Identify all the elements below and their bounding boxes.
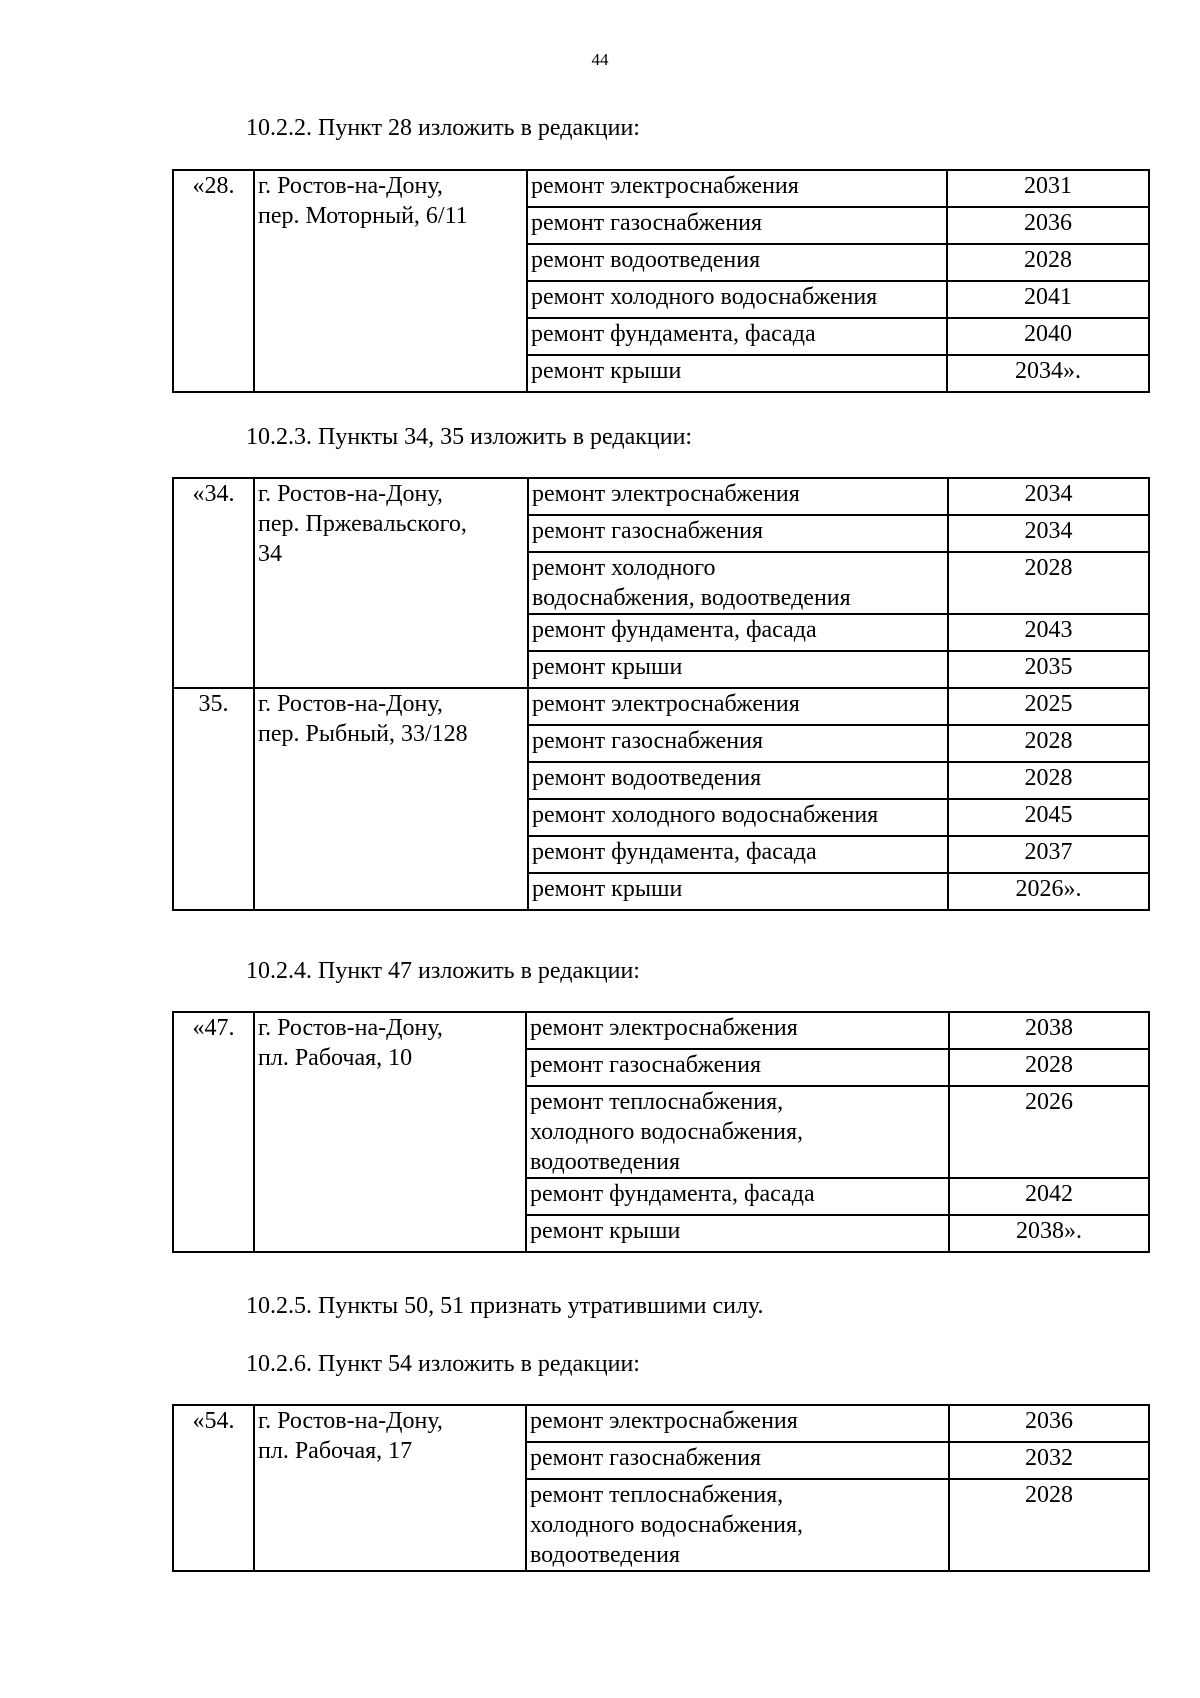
work-type-line: холодного водоснабжения,	[530, 1119, 804, 1145]
item-address-line: г. Ростов-на-Дону,	[258, 1408, 443, 1434]
work-type	[527, 170, 947, 207]
work-type-line: ремонт газоснабжения	[531, 210, 763, 236]
work-type	[528, 515, 948, 552]
section-text-10-2-5: 10.2.5. Пункты 50, 51 признать утратившими силу.	[246, 1293, 764, 1319]
section-heading-10-2-3: 10.2.3. Пункты 34, 35 изложить в редакции:	[246, 424, 693, 450]
work-type-line: ремонт крыши	[530, 1218, 681, 1244]
work-type-line: ремонт фундамента, фасада	[532, 617, 817, 643]
table-row	[173, 1012, 1149, 1049]
work-year: 2032	[949, 1442, 1149, 1479]
item-address	[254, 1012, 526, 1252]
work-type-line: ремонт водоотведения	[531, 247, 761, 273]
item-address-line: пер. Моторный, 6/11	[258, 203, 468, 229]
work-type	[527, 318, 947, 355]
table-row	[173, 1405, 1149, 1442]
item-address-line: пер. Пржевальского,	[258, 511, 467, 537]
work-year: 2040	[947, 318, 1149, 355]
work-type-line: ремонт фундамента, фасада	[532, 839, 817, 865]
work-year: 2026».	[948, 873, 1149, 910]
work-year: 2036	[947, 207, 1149, 244]
table-row	[173, 170, 1149, 207]
work-type-line: ремонт холодного	[532, 555, 716, 581]
work-year: 2043	[948, 614, 1149, 651]
work-year: 2034».	[947, 355, 1149, 392]
item-address-line: 34	[258, 541, 282, 567]
work-year: 2037	[948, 836, 1149, 873]
work-year: 2026	[949, 1086, 1149, 1178]
work-year: 2034	[948, 515, 1149, 552]
work-type	[528, 799, 948, 836]
item-address-line: пер. Рыбный, 33/128	[258, 721, 468, 747]
item-address	[254, 478, 528, 688]
work-year: 2041	[947, 281, 1149, 318]
section-heading-10-2-2: 10.2.2. Пункт 28 изложить в редакции:	[246, 115, 640, 141]
table-item-54	[172, 1404, 1150, 1572]
work-year: 2035	[948, 651, 1149, 688]
work-type	[526, 1405, 949, 1442]
item-address	[254, 1405, 526, 1571]
work-type-line: ремонт электроснабжения	[531, 173, 799, 199]
work-type	[528, 873, 948, 910]
work-type-line: ремонт холодного водоснабжения	[531, 284, 878, 310]
work-type-line: ремонт электроснабжения	[532, 691, 800, 717]
work-type-line: водоснабжения, водоотведения	[532, 585, 851, 611]
item-number: 35.	[173, 688, 254, 910]
work-year: 2028	[948, 725, 1149, 762]
work-type-line: ремонт электроснабжения	[530, 1408, 798, 1434]
work-type-line: ремонт крыши	[532, 876, 683, 902]
work-type	[527, 244, 947, 281]
work-type	[528, 725, 948, 762]
work-type	[526, 1049, 949, 1086]
work-type-line: ремонт газоснабжения	[530, 1052, 762, 1078]
work-type-line: ремонт крыши	[532, 654, 683, 680]
work-type-line: ремонт водоотведения	[532, 765, 762, 791]
work-year: 2038».	[949, 1215, 1149, 1252]
work-type-line: водоотведения	[530, 1149, 680, 1175]
item-address	[254, 170, 527, 392]
work-type	[526, 1215, 949, 1252]
work-type-line: ремонт газоснабжения	[530, 1445, 762, 1471]
work-type	[526, 1178, 949, 1215]
item-number: «34.	[173, 478, 254, 688]
work-type-line: ремонт крыши	[531, 358, 682, 384]
work-type	[526, 1479, 949, 1571]
item-address-line: г. Ростов-на-Дону,	[258, 1015, 443, 1041]
work-type-line: ремонт газоснабжения	[532, 728, 764, 754]
work-type	[527, 281, 947, 318]
work-type	[527, 355, 947, 392]
work-type	[528, 688, 948, 725]
work-type-line: ремонт теплоснабжения,	[530, 1482, 784, 1508]
work-year: 2031	[947, 170, 1149, 207]
work-type-line: холодного водоснабжения,	[530, 1512, 804, 1538]
work-type-line: ремонт холодного водоснабжения	[532, 802, 879, 828]
work-year: 2045	[948, 799, 1149, 836]
work-year: 2028	[949, 1049, 1149, 1086]
work-type	[526, 1442, 949, 1479]
work-type	[527, 207, 947, 244]
work-year: 2038	[949, 1012, 1149, 1049]
work-year: 2028	[948, 552, 1149, 614]
work-type-line: ремонт электроснабжения	[532, 481, 800, 507]
work-type-line: ремонт газоснабжения	[532, 518, 764, 544]
work-type	[528, 651, 948, 688]
work-type	[528, 614, 948, 651]
work-type-line: ремонт теплоснабжения,	[530, 1089, 784, 1115]
item-address-line: пл. Рабочая, 17	[258, 1438, 413, 1464]
work-type-line: ремонт электроснабжения	[530, 1015, 798, 1041]
item-address	[254, 688, 528, 910]
work-year: 2025	[948, 688, 1149, 725]
item-number: «47.	[173, 1012, 254, 1252]
work-year: 2042	[949, 1178, 1149, 1215]
work-type	[526, 1086, 949, 1178]
work-year: 2034	[948, 478, 1149, 515]
work-year: 2036	[949, 1405, 1149, 1442]
work-type	[528, 836, 948, 873]
work-year: 2028	[949, 1479, 1149, 1571]
table-item-47	[172, 1011, 1150, 1253]
work-type	[528, 762, 948, 799]
table-row	[173, 478, 1149, 515]
table-items-34-35	[172, 477, 1150, 911]
item-address-line: г. Ростов-на-Дону,	[258, 173, 443, 199]
item-number: «54.	[173, 1405, 254, 1571]
work-type	[528, 478, 948, 515]
item-address-line: г. Ростов-на-Дону,	[258, 691, 443, 717]
work-type-line: водоотведения	[530, 1542, 680, 1568]
section-heading-10-2-4: 10.2.4. Пункт 47 изложить в редакции:	[246, 958, 640, 984]
work-type-line: ремонт фундамента, фасада	[531, 321, 816, 347]
item-number: «28.	[173, 170, 254, 392]
work-year: 2028	[947, 244, 1149, 281]
work-type-line: ремонт фундамента, фасада	[530, 1181, 815, 1207]
table-item-28	[172, 169, 1150, 393]
page-number: 44	[591, 50, 609, 69]
table-row	[173, 688, 1149, 725]
work-year: 2028	[948, 762, 1149, 799]
section-heading-10-2-6: 10.2.6. Пункт 54 изложить в редакции:	[246, 1351, 640, 1377]
item-address-line: г. Ростов-на-Дону,	[258, 481, 443, 507]
work-type	[528, 552, 948, 614]
item-address-line: пл. Рабочая, 10	[258, 1045, 413, 1071]
work-type	[526, 1012, 949, 1049]
